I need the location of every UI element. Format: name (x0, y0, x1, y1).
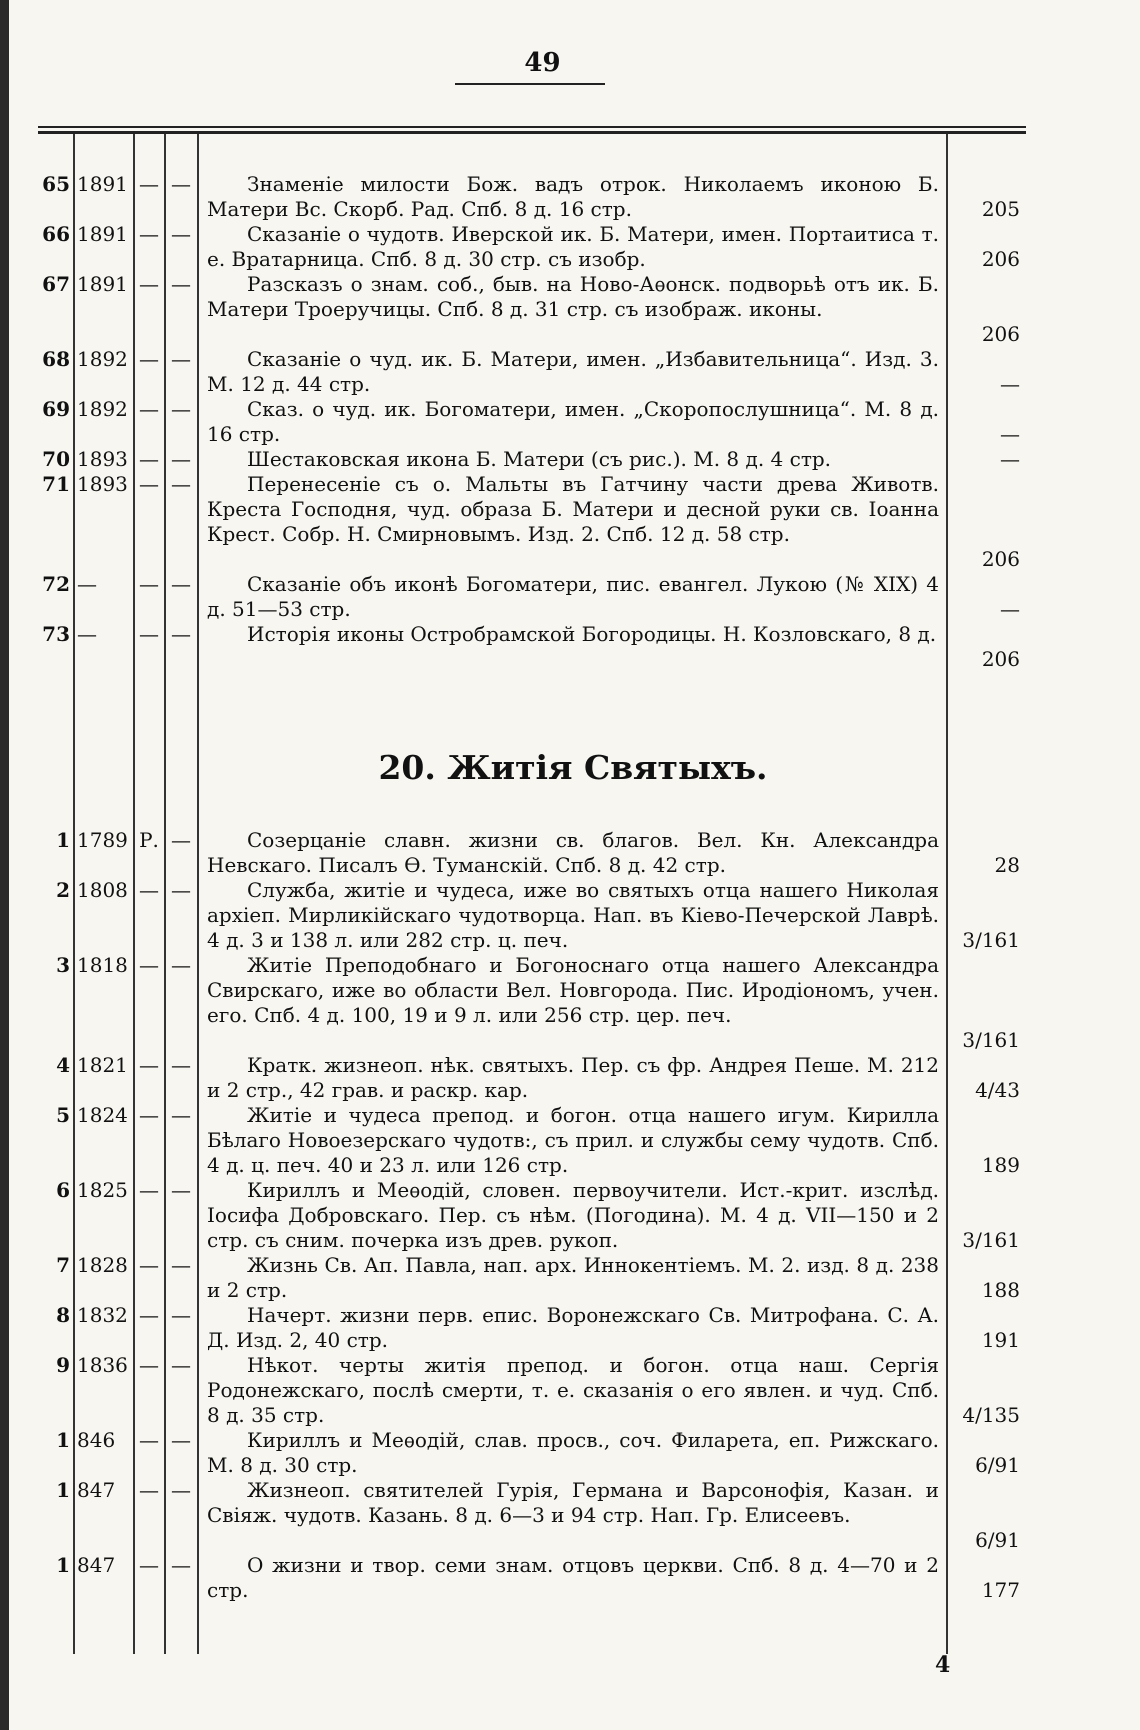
entry-number: 72 (42, 572, 70, 596)
entry-description: О жизни и твор. семи знам. отцовъ церкви. Спб. 8 д. 4—70 и 2 стр. (207, 1553, 939, 1602)
entry-description: Разсказъ о знам. соб., быв. на Ново-Аѳонск. подворьѣ отъ ик. Б. Матери Троеручицы. Спб. 8 д. 31 стр. съ изображ. иконы. (207, 272, 939, 321)
entry-description: Исторія иконы Остробрамской Богородицы. Н. Козловскаго, 8 д. (247, 622, 937, 646)
entry-description: Начерт. жизни перв. епис. Воронежскаго Св. Митрофана. С. А. Д. Изд. 2, 40 стр. (207, 1303, 939, 1352)
entry-description: Житіе Преподобнаго и Богоноснаго отца нашего Александра Свирскаго, иже во области Вел. Новгорода. Пис. Иродіономъ, учен. его. Спб. 4 д. 100, 19 и 9 л. или 256 стр. цер. печ. (207, 953, 939, 1027)
entry-price: 6/91 (975, 1528, 1020, 1552)
entry-price: 188 (981, 1278, 1020, 1302)
entry-col4: — (171, 1053, 191, 1077)
entry-col3: — (139, 878, 159, 902)
entry-col4: — (171, 347, 191, 371)
entry-col4: — (171, 572, 191, 596)
entry-col3: — (139, 472, 159, 496)
entry-number: 71 (42, 472, 70, 496)
entry-year: 1825 (77, 1178, 128, 1202)
entry-col3: — (139, 1353, 159, 1377)
entry-year: 1828 (77, 1253, 128, 1277)
entry-year: 1836 (77, 1353, 128, 1377)
entry-price: 206 (981, 322, 1020, 346)
entry-description: Сказаніе о чуд. ик. Б. Матери, имен. „Избавительница“. Изд. 3. М. 12 д. 44 стр. (207, 347, 939, 396)
entry-description: Кратк. жизнеоп. нѣк. святыхъ. Пер. съ фр. Андрея Пеше. М. 212 и 2 стр., 42 грав. и раскр. кар. (207, 1053, 939, 1102)
entry-col3: — (139, 1253, 159, 1277)
entry-description: Служба, житіе и чудеса, иже во святыхъ отца нашего Николая архіеп. Мирликійскаго чудотворца. Нап. въ Кіево-Печерской Лаврѣ. 4 д. 3 и 138 л. или 282 стр. ц. печ. (207, 878, 939, 952)
entry-number: 6 (56, 1178, 70, 1202)
entry-year: 847 (77, 1553, 116, 1577)
entry-col3: — (139, 1103, 159, 1127)
entry-description: Перенесеніе съ о. Мальты въ Гатчину части древа Животв. Креста Господня, чуд. образа Б. Матери и десной руки св. Іоанна Крест. Собр. Н. Смирновымъ. Изд. 2. Спб. 12 д. 58 стр. (207, 472, 939, 546)
scan-edge-shadow (0, 0, 9, 1730)
entry-number: 69 (42, 397, 70, 421)
entry-col4: — (171, 1103, 191, 1127)
entry-year: 1789 (77, 828, 128, 852)
entry-col3: — (139, 397, 159, 421)
entry-price: — (1000, 597, 1020, 621)
entry-price: 28 (994, 853, 1020, 877)
entry-price: 206 (981, 647, 1020, 671)
entry-col4: — (171, 1178, 191, 1202)
entry-price: 206 (981, 247, 1020, 271)
entry-year: 1893 (77, 447, 128, 471)
entry-number: 4 (56, 1053, 70, 1077)
entry-year: 1891 (77, 272, 128, 296)
entry-price: 3/161 (962, 1028, 1020, 1052)
entry-number: 5 (56, 1103, 70, 1127)
entry-col4: — (171, 1553, 191, 1577)
entry-col3: — (139, 1303, 159, 1327)
entry-description: Шестаковская икона Б. Матери (съ рис.). М. 8 д. 4 стр. (247, 447, 832, 471)
entry-price: 3/161 (962, 928, 1020, 952)
entry-price: 6/91 (975, 1453, 1020, 1477)
entry-year: 846 (77, 1428, 116, 1452)
entry-number: 73 (42, 622, 70, 646)
entry-description: Жизнь Св. Ап. Павла, нап. арх. Иннокентіемъ. М. 2. изд. 8 д. 238 и 2 стр. (207, 1253, 939, 1302)
entry-year: 1893 (77, 472, 128, 496)
entry-year: 1808 (77, 878, 128, 902)
entry-description: Житіе и чудеса препод. и богон. отца нашего игум. Кирилла Бѣлаго Новоезерскаго чудотв:, съ прил. и службы сему чудотв. Спб. 4 д. ц. печ. 40 и 23 л. или 126 стр. (207, 1103, 939, 1177)
entry-price: 4/43 (975, 1078, 1020, 1102)
entry-number: 8 (56, 1303, 70, 1327)
entry-year: 1891 (77, 172, 128, 196)
entry-year: 1821 (77, 1053, 128, 1077)
entry-price: 206 (981, 547, 1020, 571)
entry-year: — (77, 572, 97, 596)
entry-number: 1 (56, 828, 70, 852)
entry-col3: — (139, 1053, 159, 1077)
entry-year: 1824 (77, 1103, 128, 1127)
header-rule (38, 126, 1026, 128)
entry-description: Сказаніе о чудотв. Иверской ик. Б. Матери, имен. Портаитиса т. е. Вратарница. Спб. 8 д. 30 стр. съ изобр. (207, 222, 939, 271)
entry-col4: — (171, 953, 191, 977)
entry-price: 3/161 (962, 1228, 1020, 1252)
entry-description: Сказаніе объ иконѣ Богоматери, пис. евангел. Лукою (№ XIX) 4 д. 51—53 стр. (207, 572, 939, 621)
entry-number: 1 (56, 1553, 70, 1577)
entry-number: 65 (42, 172, 70, 196)
entry-year: — (77, 622, 97, 646)
entry-col4: — (171, 1253, 191, 1277)
entry-col3: — (139, 1553, 159, 1577)
page-number-underline (455, 83, 605, 85)
entry-col3: — (139, 222, 159, 246)
page-number: 49 (524, 48, 561, 78)
entry-col3: — (139, 1428, 159, 1452)
entry-col3: — (139, 172, 159, 196)
entry-col4: — (171, 1428, 191, 1452)
entry-year: 1891 (77, 222, 128, 246)
entry-number: 1 (56, 1428, 70, 1452)
entry-year: 1892 (77, 397, 128, 421)
entry-description: Жизнеоп. святителей Гурія, Германа и Варсонофія, Казан. и Свіяж. чудотв. Казань. 8 д. 6—3 и 94 стр. Нап. Гр. Елисеевъ. (207, 1478, 939, 1527)
entry-col4: — (171, 447, 191, 471)
entry-col4: — (171, 622, 191, 646)
entry-col4: — (171, 1478, 191, 1502)
entry-price: 177 (981, 1578, 1020, 1602)
section-heading: 20. Житія Святыхъ. (378, 748, 768, 787)
entry-col3: — (139, 1478, 159, 1502)
column-divider (73, 134, 75, 1654)
entry-number: 3 (56, 953, 70, 977)
entry-number: 70 (42, 447, 70, 471)
entry-price: — (1000, 447, 1020, 471)
printer-signature-mark: 4 (935, 1652, 951, 1678)
entry-price: 191 (981, 1328, 1020, 1352)
entry-col4: — (171, 828, 191, 852)
entry-year: 847 (77, 1478, 116, 1502)
entry-description: Созерцаніе славн. жизни св. благов. Вел. Кн. Александра Невскаго. Писалъ Ѳ. Туманскій. Спб. 8 д. 42 стр. (207, 828, 939, 877)
entry-col4: — (171, 172, 191, 196)
entry-col3: — (139, 622, 159, 646)
entry-price: 4/135 (962, 1403, 1020, 1427)
entry-col4: — (171, 1303, 191, 1327)
entry-col3: — (139, 953, 159, 977)
entry-col4: — (171, 472, 191, 496)
entry-col3: — (139, 1178, 159, 1202)
entry-col3: — (139, 272, 159, 296)
entry-number: 66 (42, 222, 70, 246)
entry-col3: — (139, 447, 159, 471)
entry-description: Кириллъ и Меѳодій, слав. просв., соч. Филарета, еп. Рижскаго. М. 8 д. 30 стр. (207, 1428, 939, 1477)
entry-number: 68 (42, 347, 70, 371)
entry-col4: — (171, 222, 191, 246)
entry-year: 1832 (77, 1303, 128, 1327)
entry-year: 1818 (77, 953, 128, 977)
entry-description: Нѣкот. черты житія препод. и богон. отца наш. Сергія Родонежскаго, послѣ смерти, т. е. сказанія о его явлен. и чуд. Спб. 8 д. 35 стр. (207, 1353, 939, 1427)
entry-description: Кириллъ и Меѳодій, словен. первоучители. Ист.-крит. изслѣд. Іосифа Добровскаго. Пер. съ нѣм. (Погодина). М. 4 д. VII—150 и 2 стр. съ сним. почерка изъ древ. рукоп. (207, 1178, 939, 1252)
entry-col3: — (139, 347, 159, 371)
entry-col4: — (171, 1353, 191, 1377)
entry-col3: — (139, 572, 159, 596)
entry-col3: Р. (139, 828, 159, 852)
entry-description: Сказ. о чуд. ик. Богоматери, имен. „Скоропослушница“. М. 8 д. 16 стр. (207, 397, 939, 446)
entry-price: 205 (981, 197, 1020, 221)
entry-price: — (1000, 372, 1020, 396)
entry-description: Знаменіе милости Бож. вадъ отрок. Николаемъ иконою Б. Матери Вс. Скорб. Рад. Спб. 8 д. 16 стр. (207, 172, 939, 221)
header-rule-thick (38, 131, 1026, 134)
entry-col4: — (171, 272, 191, 296)
entry-number: 67 (42, 272, 70, 296)
entry-number: 1 (56, 1478, 70, 1502)
entry-year: 1892 (77, 347, 128, 371)
entry-price: 189 (981, 1153, 1020, 1177)
entry-number: 7 (56, 1253, 70, 1277)
entry-price: — (1000, 422, 1020, 446)
entry-col4: — (171, 397, 191, 421)
entry-number: 2 (56, 878, 70, 902)
column-divider (946, 134, 948, 1654)
entry-number: 9 (56, 1353, 70, 1377)
entry-col4: — (171, 878, 191, 902)
